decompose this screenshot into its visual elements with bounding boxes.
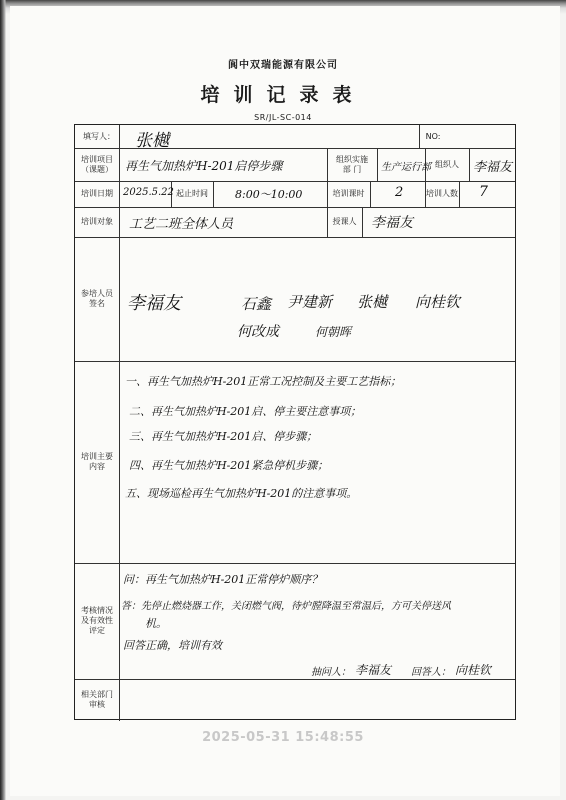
date-label: 培训日期 [81, 189, 113, 198]
review-label: 相关部门审核 [81, 690, 113, 709]
assessment-answer-cont: 机。 [145, 617, 167, 630]
content-item: 五、现场巡检再生气加热炉H-201的注意事项。 [125, 487, 358, 500]
participant-signature: 向桂钦 [415, 293, 461, 311]
form-code: SR/JL-SC-014 [254, 113, 312, 122]
no-label: NO: [425, 131, 441, 141]
trainer-label: 授课人 [332, 217, 357, 226]
target-label: 培训对象 [81, 217, 113, 226]
organizer-value: 李福友 [473, 160, 513, 175]
scan-timestamp: 2025-05-31 15:48:55 [202, 730, 364, 745]
participant-signature: 尹建新 [287, 293, 333, 311]
responder-signature: 向桂钦 [455, 663, 492, 677]
content-item: 二、再生气加热炉H-201启、停主要注意事项； [129, 405, 362, 418]
participant-signature: 何朝晖 [315, 325, 352, 339]
participants-label: 参培人员签名 [81, 289, 113, 308]
asker-signature: 李福友 [355, 663, 392, 677]
filler-label: 填写人： [83, 131, 115, 141]
org-dept-label: 组织实施部 门 [336, 154, 368, 174]
participant-signature: 李福友 [127, 293, 181, 314]
organizer-label: 组织人 [435, 159, 459, 169]
count-value: 7 [479, 184, 488, 200]
content-item: 一、再生气加热炉H-201正常工况控制及主要工艺指标； [125, 375, 402, 388]
count-label: 培训人数 [426, 189, 458, 198]
filler-value: 张樾 [135, 131, 169, 151]
participant-signature: 石鑫 [241, 295, 272, 313]
org-dept-value: 生产运行部 [381, 162, 431, 173]
responder-label: 回答人： [411, 667, 451, 678]
assessment-label: 考核情况及有效性评定 [81, 606, 113, 635]
hours-label: 培训课时 [332, 189, 365, 198]
date-value: 2025.5.22 [123, 187, 174, 198]
assessment-answer: 答：先停止燃烧器工作，关闭燃气阀，待炉膛降温至常温后，方可关停送风 [121, 601, 451, 612]
target-value: 工艺二班全体人员 [129, 217, 234, 232]
time-range-value: 8:00～10:00 [235, 188, 303, 201]
form-title: 培训记录表 [200, 84, 366, 106]
participant-signature: 张樾 [357, 293, 388, 311]
content-item: 三、再生气加热炉H-201启、停步骤； [129, 430, 318, 443]
participant-signature: 何改成 [237, 324, 279, 340]
content-item: 四、再生气加热炉H-201紧急停机步骤； [129, 459, 329, 472]
hours-value: 2 [395, 185, 404, 200]
asker-label: 抽问人： [311, 667, 351, 678]
training-record-form [74, 124, 516, 720]
start-time-label: 起止时间 [176, 189, 208, 198]
project-label: 培训项目（课题） [81, 154, 113, 174]
assessment-result: 回答正确，培训有效 [123, 639, 222, 652]
company-name: 阆中双瑞能源有限公司 [228, 60, 338, 71]
trainer-value: 李福友 [371, 215, 413, 231]
assessment-question: 问：再生气加热炉H-201正常停炉顺序？ [123, 573, 323, 586]
content-label: 培训主要内容 [81, 452, 113, 471]
project-value: 再生气加热炉H-201启停步骤 [125, 159, 283, 173]
